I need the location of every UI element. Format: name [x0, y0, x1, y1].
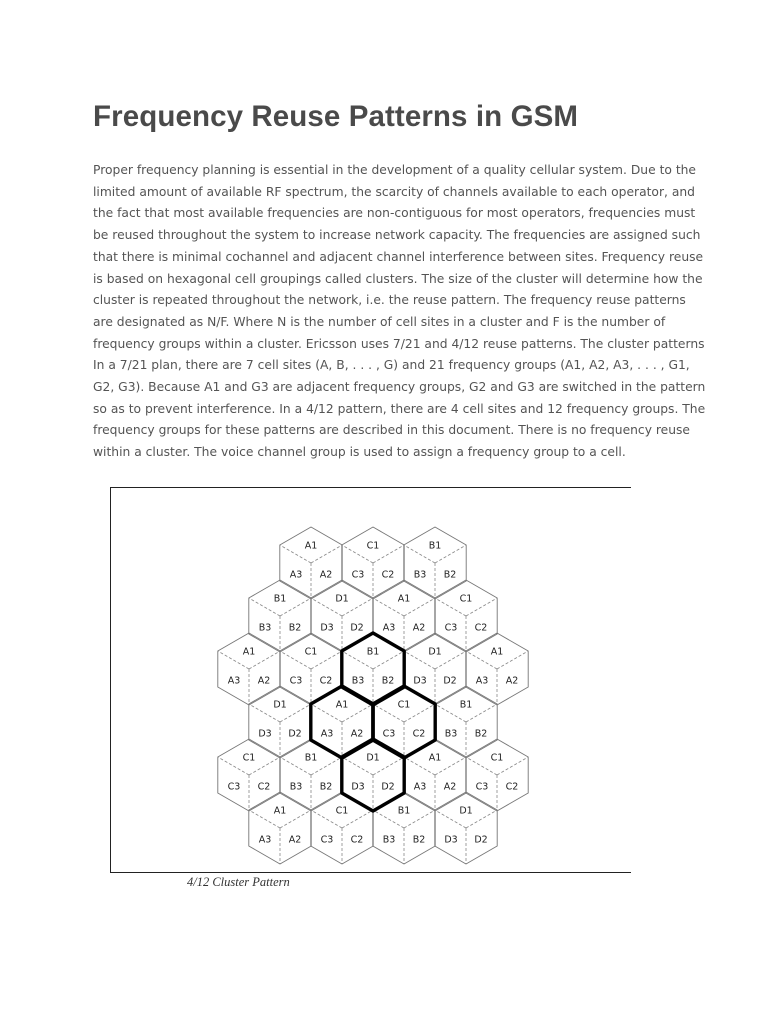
sector-label: B3 [351, 675, 365, 687]
body-paragraph [93, 160, 706, 464]
sector-label: D1 [459, 805, 473, 817]
hexagon-cluster-diagram [111, 488, 630, 872]
sector-label: B2 [288, 622, 302, 634]
sector-label: C2 [474, 622, 488, 634]
sector-label: C1 [304, 646, 318, 658]
cell-site [342, 527, 404, 599]
cell-site [404, 739, 466, 811]
sector-label: A2 [350, 728, 364, 740]
cell-site [280, 527, 342, 599]
cell-site [466, 739, 528, 811]
paragraph-line: is based on hexagonal cell groupings called clusters. The size of the cluster will determine how the [93, 271, 703, 286]
sector-label: C1 [242, 752, 256, 764]
sector-label: B2 [381, 675, 395, 687]
sector-label: A3 [320, 728, 334, 740]
sector-label: C3 [444, 622, 458, 634]
sector-label: A3 [413, 781, 427, 793]
cell-site [249, 686, 311, 758]
sector-label: B1 [459, 699, 473, 711]
sector-label: A1 [490, 646, 504, 658]
cell-site [435, 580, 497, 652]
cell-site [373, 580, 435, 652]
paragraph-line: be reused throughout the system to increase network capacity. The frequencies are assigned such [93, 228, 701, 243]
sector-label: A3 [227, 675, 241, 687]
sector-label: D1 [428, 646, 442, 658]
sector-label: D3 [320, 622, 334, 634]
sector-label: A1 [335, 699, 349, 711]
sector-label: A2 [288, 834, 302, 846]
page-title: Frequency Reuse Patterns in GSM [93, 100, 579, 133]
paragraph-line: limited amount of available RF spectrum, the scarcity of channels available to each operator, and [93, 184, 695, 199]
sector-label: D1 [366, 752, 380, 764]
sector-label: B3 [413, 569, 427, 581]
sector-label: D3 [351, 781, 365, 793]
sector-label: B2 [443, 569, 457, 581]
sector-label: B3 [289, 781, 303, 793]
sector-label: A3 [475, 675, 489, 687]
paragraph-line: frequency groups within a cluster. Ericsson uses 7/21 and 4/12 reuse patterns. The cluster patterns [93, 336, 705, 351]
sector-label: A2 [443, 781, 457, 793]
sector-label: A2 [319, 569, 333, 581]
paragraph-line: frequency groups for these patterns are described in this document. There is no frequency reuse [93, 423, 690, 438]
cell-site [218, 739, 280, 811]
sector-label: B1 [397, 805, 411, 817]
sector-label: D3 [413, 675, 427, 687]
cell-site [404, 633, 466, 705]
cell-site [280, 633, 342, 705]
sector-label: D3 [258, 728, 272, 740]
sector-label: D1 [335, 593, 349, 605]
sector-label: D3 [444, 834, 458, 846]
sector-label: D2 [381, 781, 395, 793]
sector-label: C3 [382, 728, 396, 740]
sector-label: B2 [412, 834, 426, 846]
sector-label: C3 [475, 781, 489, 793]
sector-label: D1 [273, 699, 287, 711]
sector-label: C1 [490, 752, 504, 764]
sector-label: B1 [304, 752, 318, 764]
figure-caption: 4/12 Cluster Pattern [187, 875, 290, 889]
sector-label: A2 [257, 675, 271, 687]
sector-label: A1 [304, 540, 318, 552]
sector-label: C3 [320, 834, 334, 846]
sector-label: C3 [227, 781, 241, 793]
sector-label: A2 [505, 675, 519, 687]
paragraph-line: cluster is repeated throughout the network, i.e. the reuse pattern. The frequency reuse patterns [93, 293, 686, 308]
cell-site [249, 792, 311, 864]
sector-label: A3 [258, 834, 272, 846]
sector-label: C2 [257, 781, 271, 793]
sector-label: B3 [382, 834, 396, 846]
cluster-pattern-figure [110, 487, 631, 873]
sector-label: B1 [273, 593, 287, 605]
sector-label: A2 [412, 622, 426, 634]
sector-label: A3 [382, 622, 396, 634]
sector-label: A1 [397, 593, 411, 605]
cell-site [311, 580, 373, 652]
cell-site [435, 792, 497, 864]
cell-site [435, 686, 497, 758]
sector-label: B2 [474, 728, 488, 740]
paragraph-line: so as to prevent interference. In a 4/12 pattern, there are 4 cell sites and 12 frequency groups. The [93, 401, 706, 416]
paragraph-line: that there is minimal cochannel and adjacent channel interference between sites. Frequency reuse [93, 249, 704, 264]
paragraph-line: In a 7/21 plan, there are 7 cell sites (A, B, . . . , G) and 21 frequency groups (A1, A2, A3, . . . , G1, [93, 358, 690, 373]
sector-label: A1 [242, 646, 256, 658]
sector-label: B2 [319, 781, 333, 793]
sector-label: C2 [350, 834, 364, 846]
paragraph-line: within a cluster. The voice channel group is used to assign a frequency group to a cell. [93, 445, 626, 460]
cell-site [466, 633, 528, 705]
cell-site [249, 580, 311, 652]
sector-label: D2 [288, 728, 302, 740]
paragraph-line: G2, G3). Because A1 and G3 are adjacent frequency groups, G2 and G3 are switched in the pattern [93, 380, 706, 395]
paragraph-line: the fact that most available frequencies are non-contiguous for most operators, frequencies must [93, 206, 696, 221]
sector-label: C1 [335, 805, 349, 817]
sector-label: B3 [258, 622, 272, 634]
sector-label: C2 [505, 781, 519, 793]
sector-label: D2 [474, 834, 488, 846]
sector-label: B3 [444, 728, 458, 740]
sector-label: A1 [273, 805, 287, 817]
sector-label: C1 [397, 699, 411, 711]
sector-label: C2 [319, 675, 333, 687]
cell-site [280, 739, 342, 811]
sector-label: C3 [351, 569, 365, 581]
sector-label: C2 [381, 569, 395, 581]
paragraph-line: are designated as N/F. Where N is the number of cell sites in a cluster and F is the number of [93, 314, 666, 329]
cell-site [311, 792, 373, 864]
sector-label: A3 [289, 569, 303, 581]
sector-label: C1 [366, 540, 380, 552]
sector-label: A1 [428, 752, 442, 764]
sector-label: B1 [366, 646, 380, 658]
sector-label: D2 [443, 675, 457, 687]
sector-label: C3 [289, 675, 303, 687]
sector-label: D2 [350, 622, 364, 634]
sector-label: C1 [459, 593, 473, 605]
cell-site [404, 527, 466, 599]
paragraph-line: Proper frequency planning is essential in the development of a quality cellular system. Due to the [93, 163, 696, 177]
cell-site [218, 633, 280, 705]
cell-layer [218, 527, 528, 864]
sector-label: C2 [412, 728, 426, 740]
cell-site [373, 792, 435, 864]
sector-label: B1 [428, 540, 442, 552]
